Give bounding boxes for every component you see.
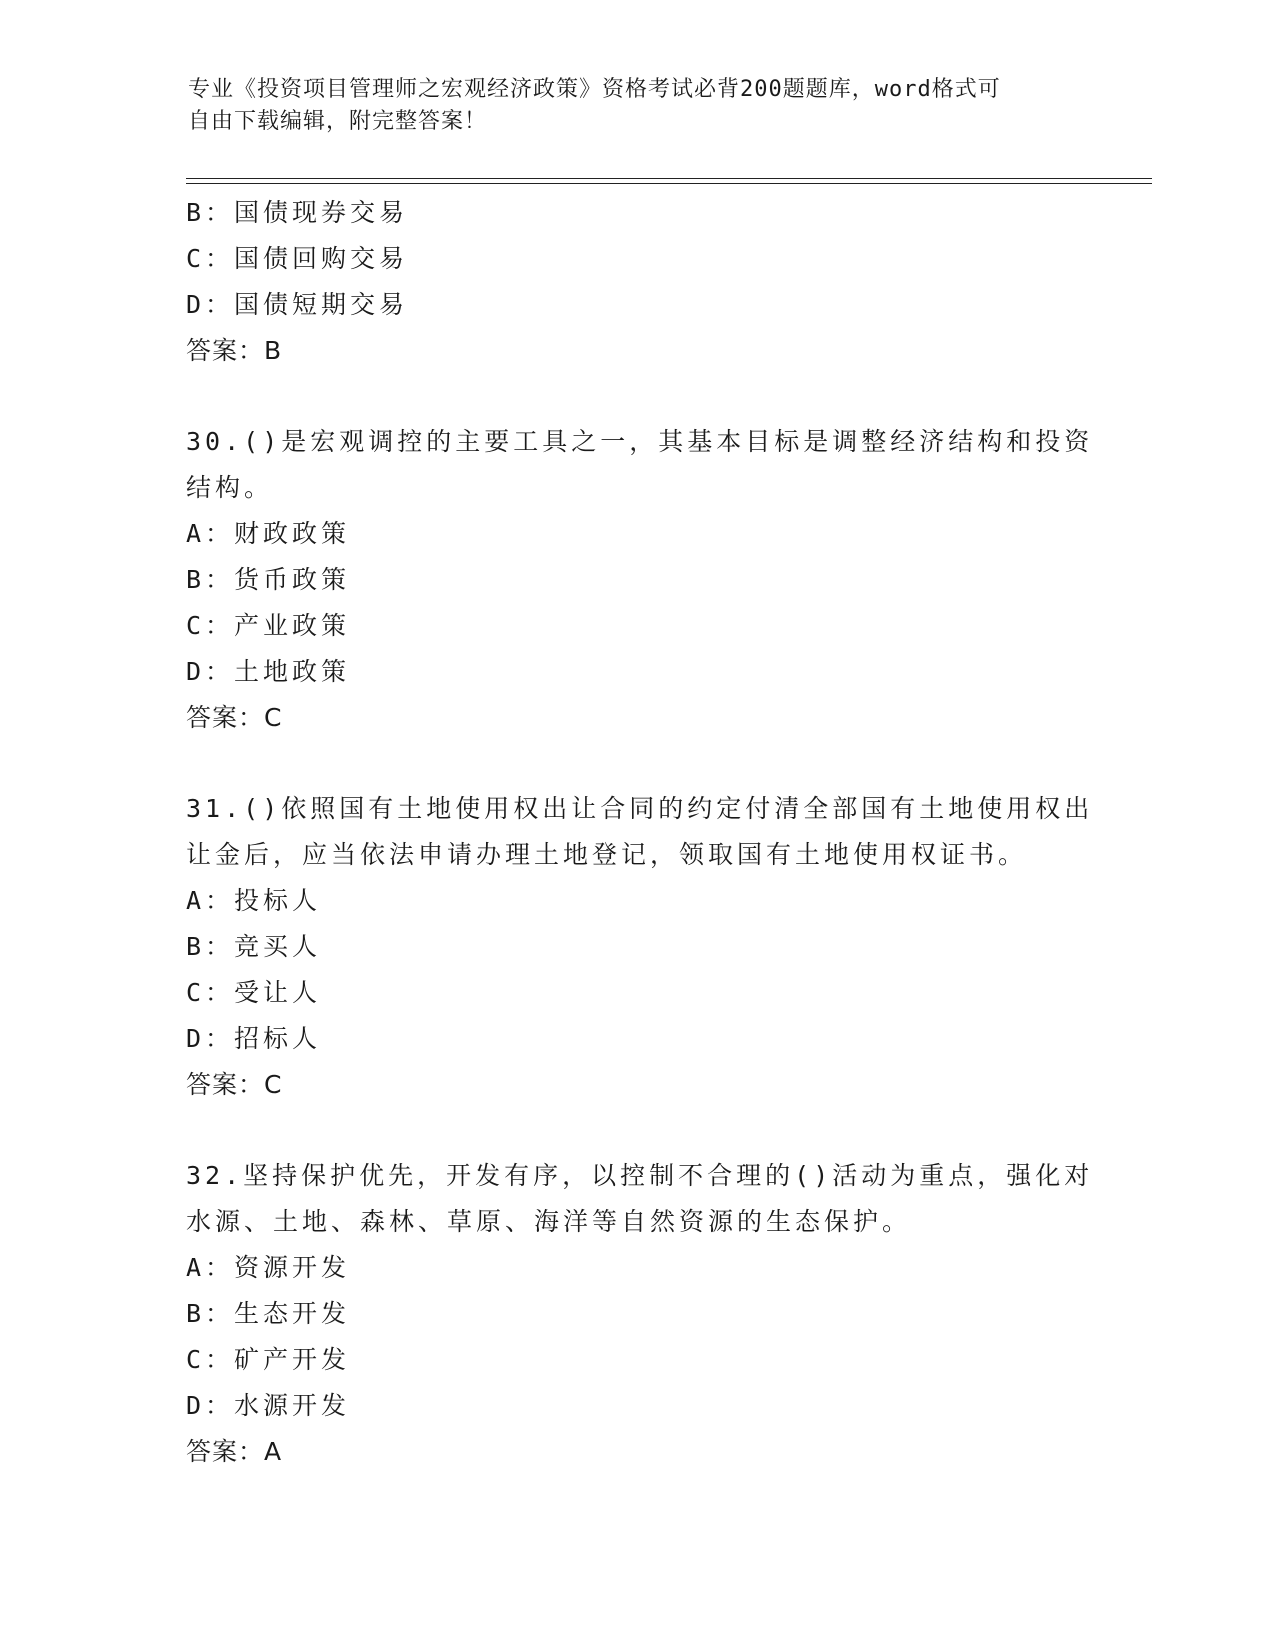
- option-b: B：货币政策: [186, 565, 351, 594]
- option-a: A：投标人: [186, 886, 322, 915]
- question-stem-line-1: 32.坚持保护优先，开发有序，以控制不合理的()活动为重点，强化对: [186, 1161, 1094, 1190]
- question-fragment: [186, 190, 1086, 374]
- option-d: D：水源开发: [186, 1391, 351, 1420]
- answer-line: 答案：B: [186, 336, 283, 365]
- option-d: D：招标人: [186, 1024, 322, 1053]
- option-b: B：竞买人: [186, 932, 322, 961]
- option-a: A：财政政策: [186, 519, 351, 548]
- question-32: [186, 1153, 1094, 1475]
- question-stem-line-1: 30.()是宏观调控的主要工具之一，其基本目标是调整经济结构和投资: [186, 427, 1094, 456]
- option-d: D：国债短期交易: [186, 290, 409, 319]
- answer-line: 答案：C: [186, 703, 283, 732]
- option-c: C：矿产开发: [186, 1345, 351, 1374]
- option-b: B：国债现券交易: [186, 198, 409, 227]
- option-c: C：受让人: [186, 978, 322, 1007]
- question-30: [186, 419, 1094, 741]
- question-stem-line-2: 让金后，应当依法申请办理土地登记，领取国有土地使用权证书。: [186, 840, 1028, 869]
- option-d: D：土地政策: [186, 657, 351, 686]
- header-rule-bottom: [186, 183, 1152, 184]
- header-rule-top: [186, 178, 1152, 179]
- question-stem-line-2: 结构。: [186, 473, 274, 502]
- header-line-1: 专业《投资项目管理师之宏观经济政策》资格考试必背200题题库，word格式可: [188, 77, 1001, 102]
- page-header: [188, 74, 1068, 138]
- header-line-2: 自由下载编辑，附完整答案！: [188, 109, 488, 134]
- page-content: [186, 190, 1094, 1475]
- option-a: A：资源开发: [186, 1253, 351, 1282]
- answer-line: 答案：C: [186, 1070, 283, 1099]
- question-stem-line-2: 水源、土地、森林、草原、海洋等自然资源的生态保护。: [186, 1207, 912, 1236]
- answer-line: 答案：A: [186, 1437, 283, 1466]
- question-stem-line-1: 31.()依照国有土地使用权出让合同的约定付清全部国有土地使用权出: [186, 794, 1094, 823]
- option-c: C：产业政策: [186, 611, 351, 640]
- option-c: C：国债回购交易: [186, 244, 409, 273]
- question-31: [186, 786, 1094, 1108]
- option-b: B：生态开发: [186, 1299, 351, 1328]
